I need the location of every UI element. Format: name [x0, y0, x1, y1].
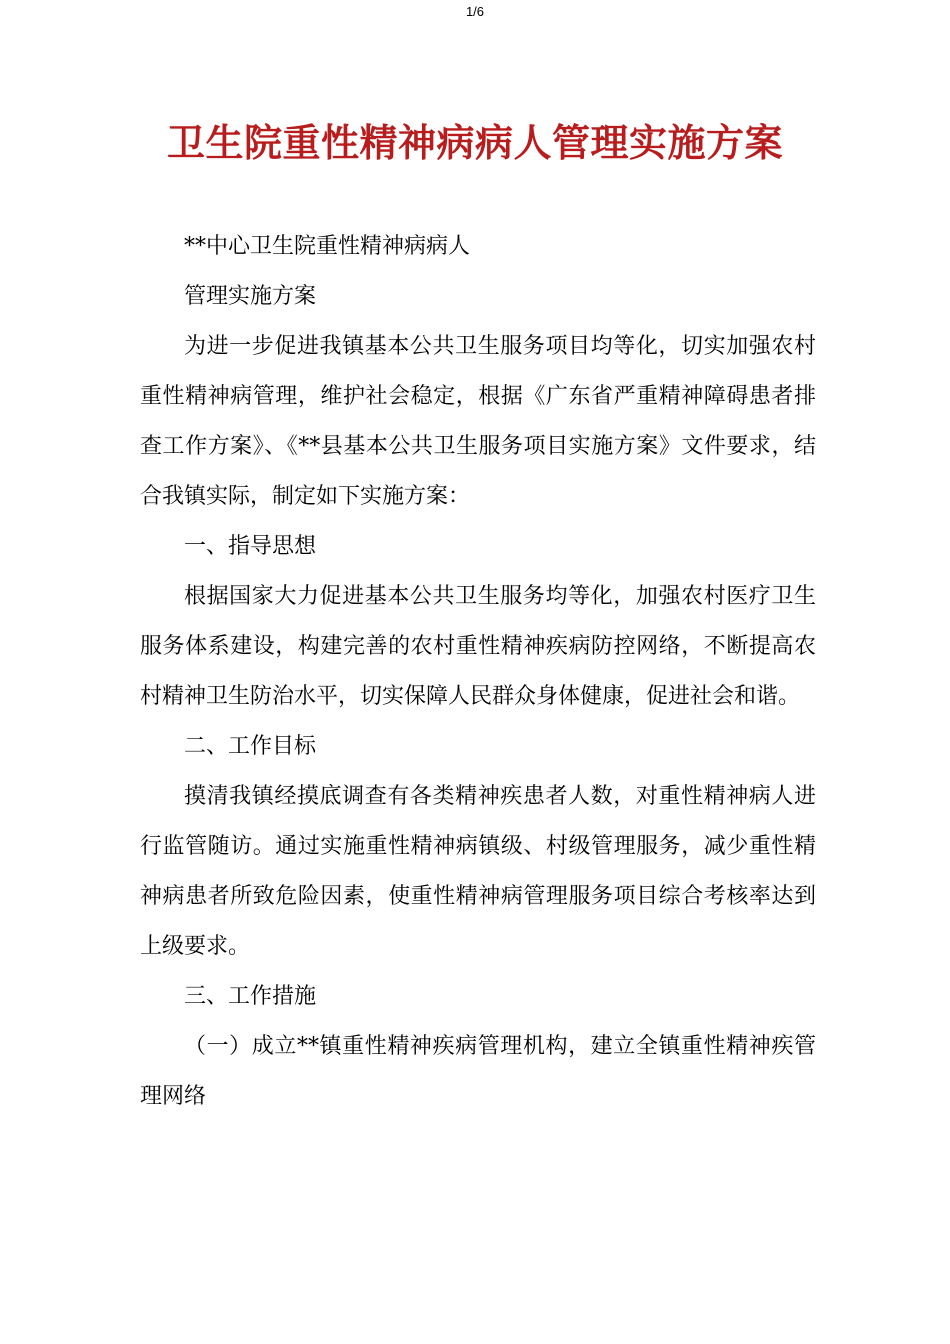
paragraph-work-goals: 摸清我镇经摸底调查有各类精神疾患者人数，对重性精神病人进行监管随访。通过实施重性精神病镇级、村级管理服务，减少重性精神病患者所致危险因素，使重性精神病管理服务项目综合考核率达到上级要求。	[140, 784, 816, 959]
paragraph-guiding-ideology: 根据国家大力促进基本公共卫生服务均等化，加强农村医疗卫生服务体系建设，构建完善的农村重性精神疾病防控网络，不断提高农村精神卫生防治水平，切实保障人民群众身体健康，促进社会和谐。	[140, 584, 816, 709]
paragraph-intro: 为进一步促进我镇基本公共卫生服务项目均等化，切实加强农村重性精神病管理，维护社会稳定，根据《广东省严重精神障碍患者排查工作方案》、《**县基本公共卫生服务项目实施方案》文件要求，结合我镇实际，制定如下实施方案：	[140, 334, 816, 509]
paragraph-subtitle-line-2: 管理实施方案	[184, 284, 317, 309]
page-number: 1/6	[465, 4, 485, 19]
section-heading-guiding-ideology: 一、指导思想	[184, 534, 317, 559]
section-heading-work-goals: 二、工作目标	[184, 734, 317, 759]
document-body	[140, 222, 816, 1122]
paragraph-subtitle-line-1: **中心卫生院重性精神病病人	[184, 234, 471, 259]
section-heading-work-measures: 三、工作措施	[184, 984, 317, 1009]
document-title: 卫生院重性精神病病人管理实施方案	[166, 121, 783, 165]
paragraph-measure-1: （一）成立**镇重性精神疾病管理机构，建立全镇重性精神疾管理网络	[140, 1034, 816, 1109]
